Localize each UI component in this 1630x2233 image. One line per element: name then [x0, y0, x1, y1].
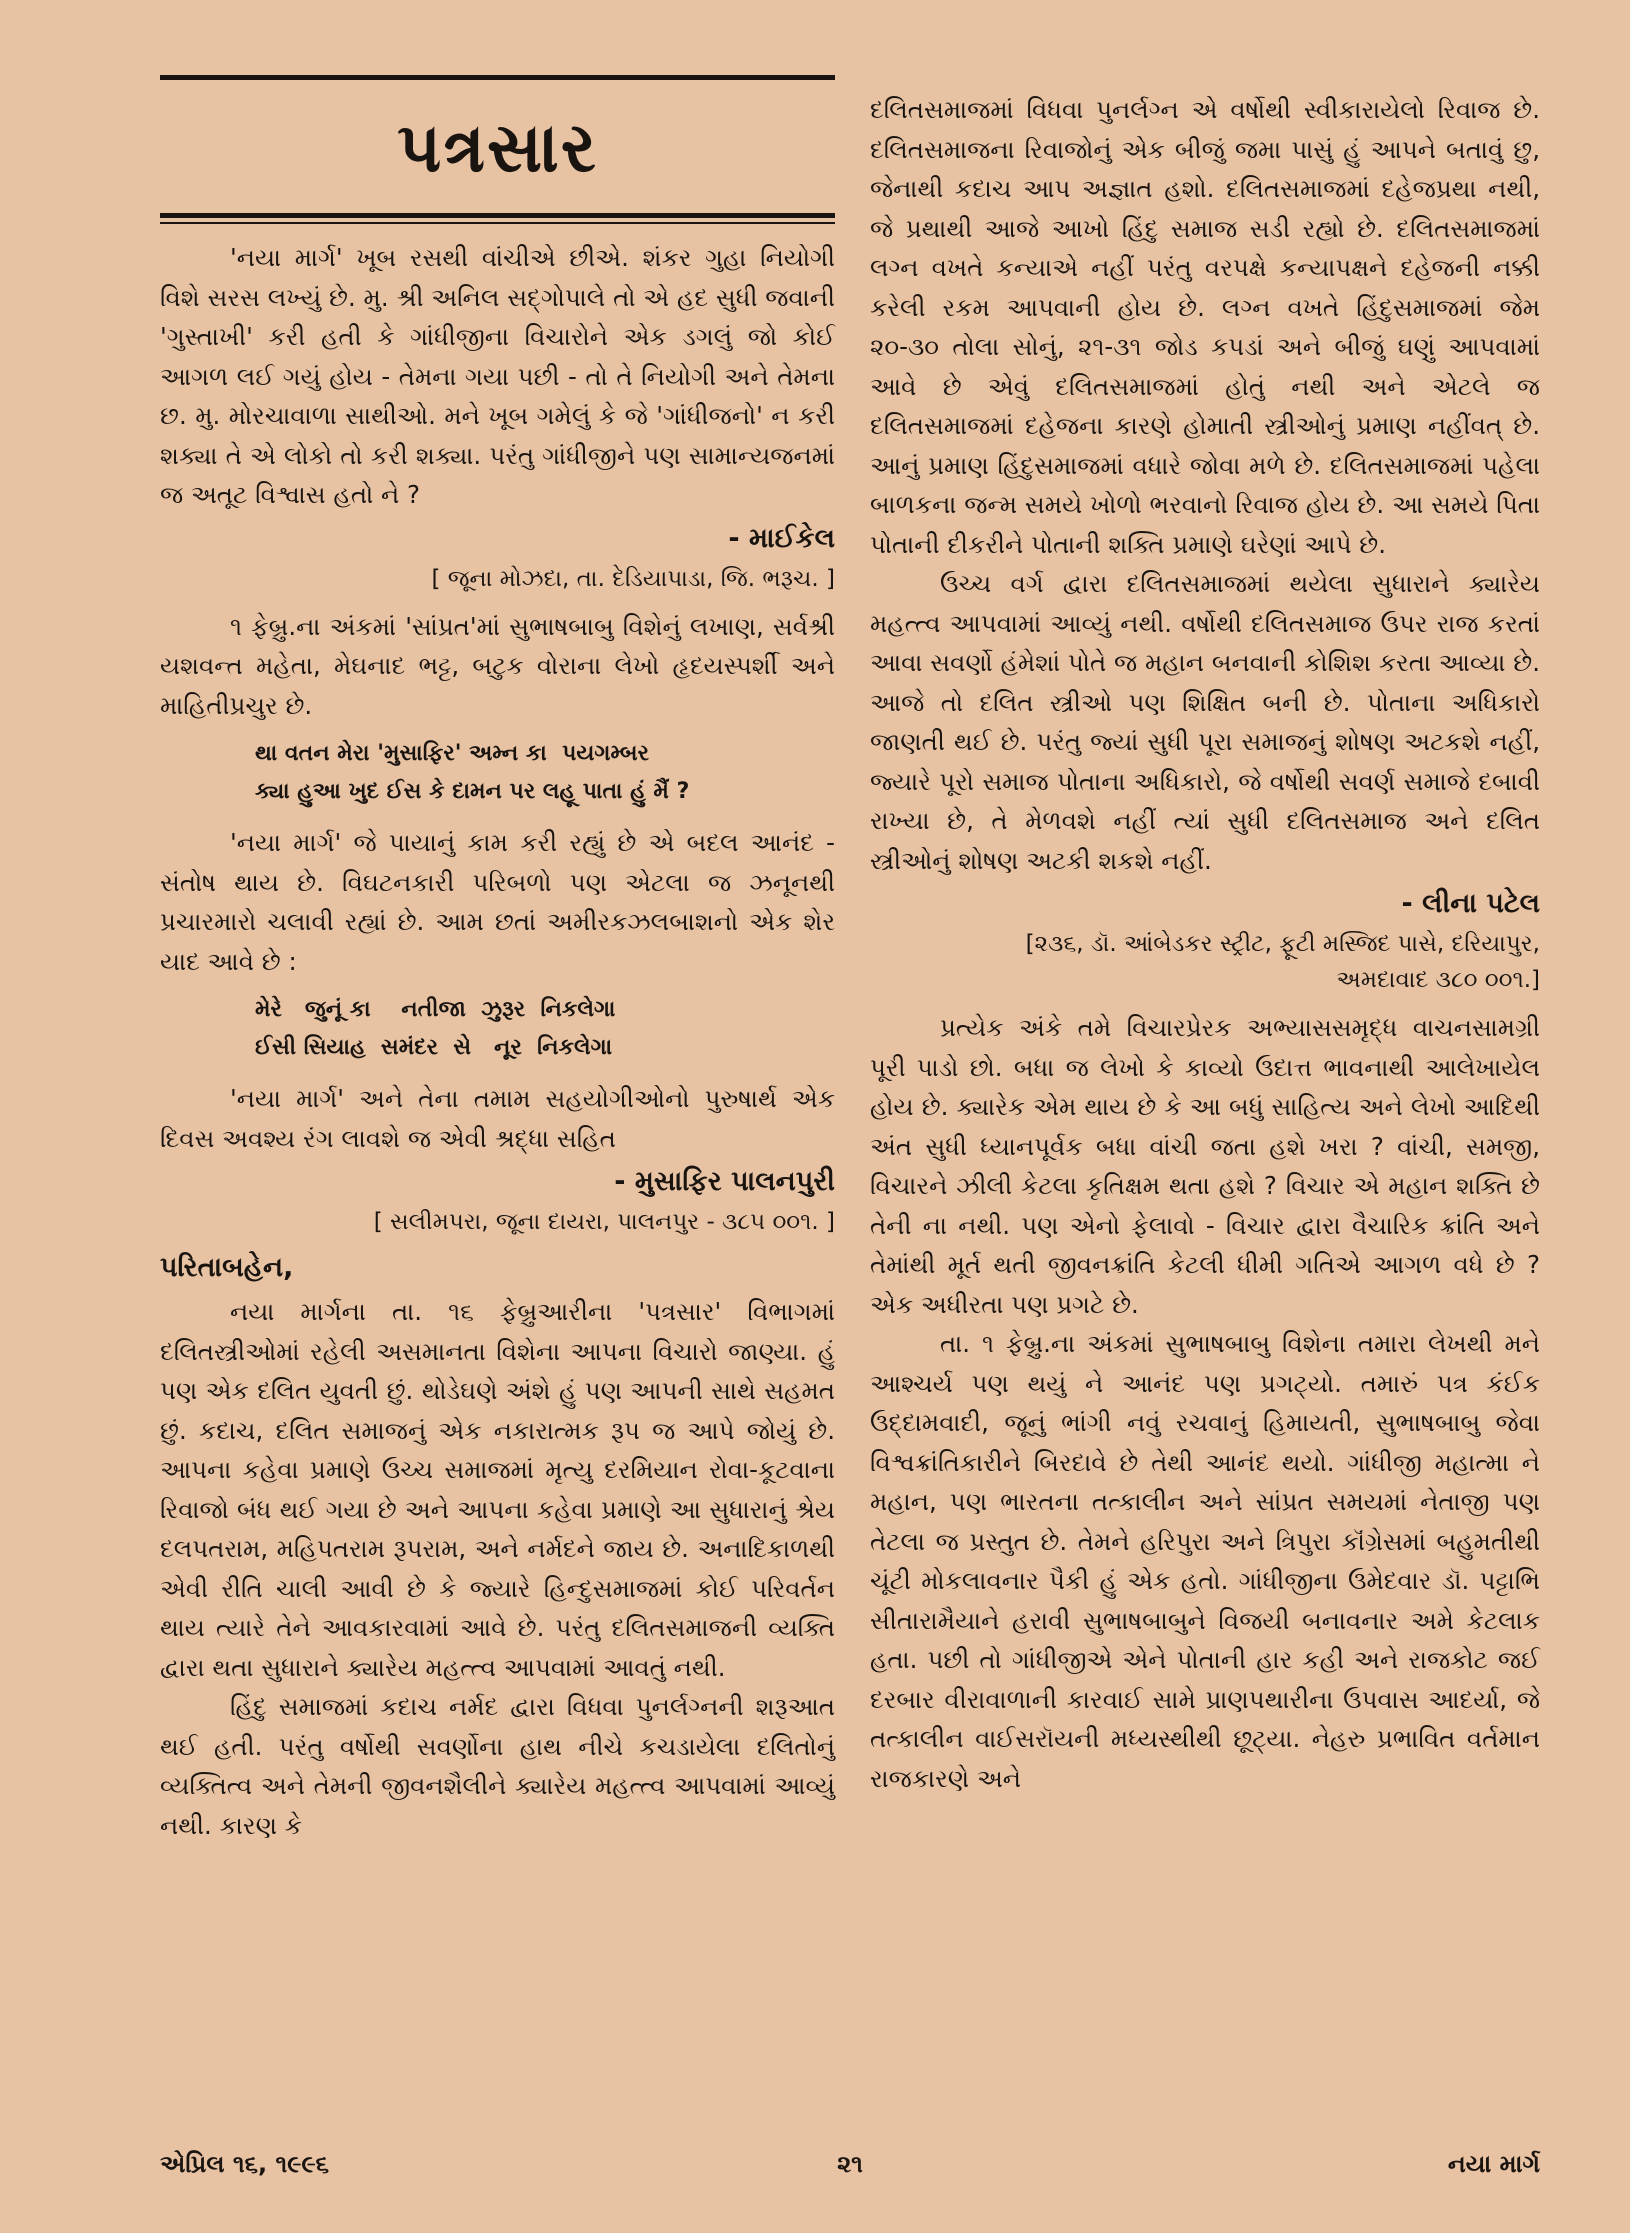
poem2-line1: મેરે જુનૂં કા નતીજા ઝુરૂર નિકલેગા	[255, 997, 616, 1022]
page-footer	[160, 2150, 1540, 2190]
letter3-address-line1: [૨૩૬, ડૉ. આંબેડકર સ્ટ્રીટ, ફૂટી મસ્જિદ પાસે, દરિયાપુર,	[1025, 931, 1540, 957]
letter4-para1: પ્રત્યેક અંકે તમે વિચારપ્રેરક અભ્યાસસમૃદ્ધ વાચનસામગ્રી પૂરી પાડો છો. બધા જ લેખો કે કાવ્યો ઉદાત્ત ભાવનાથી આલેખાયેલ હોય છે. ક્યારેક એમ થાય છે કે આ બધું સાહિત્ય અને લેખો આદિથી અંત સુધી ધ્યાનપૂર્વક બધા વાંચી જતા હશે ખરા ? વાંચી, સમજી, વિચારને ઝીલી કેટલા કૃતિક્ષમ થતા હશે ? વિચાર એ મહાન શક્તિ છે તેની ના નથી. પણ એનો ફેલાવો - વિચાર દ્વારા વૈચારિક ક્રાંતિ અને તેમાંથી મૂર્ત થતી જીવનક્રાંતિ કેટલી ધીમી ગતિએ આગળ વધે છે ? એક અધીરતા પણ પ્રગટે છે.	[870, 1013, 1540, 1319]
letter3-para4: ઉચ્ચ વર્ગ દ્વારા દલિતસમાજમાં થયેલા સુધારાને ક્યારેય મહત્ત્વ આપવામાં આવ્યું નથી. વર્ષોથી દલિતસમાજ ઉપર રાજ કરતાં આવા સવર્ણો હંમેશાં પોતે જ મહાન બનવાની કોશિશ કરતા આવ્યા છે. આજે તો દલિત સ્ત્રીઓ પણ શિક્ષિત બની છે. પોતાના અધિકારો જાણતી થઈ છે. પરંતુ જ્યાં સુધી પૂરા સમાજનું શોષણ અટકશે નહીં, જ્યારે પૂરો સમાજ પોતાના અધિકારો, જે વર્ષોથી સવર્ણ સમાજે દબાવી રાખ્યા છે, તે મેળવશે નહીં ત્યાં સુધી દલિતસમાજ અને દલિત સ્ત્રીઓનું શોષણ અટકી શકશે નહીં.	[870, 569, 1540, 875]
letter3-salutation: પરિતાબહેન,	[160, 1252, 294, 1283]
letter1-signature: - માઈકેલ	[728, 522, 835, 554]
footer-magazine-name: નયા માર્ગ	[1447, 2150, 1540, 2178]
footer-page-number: ૨૧	[837, 2150, 863, 2178]
letter3-address	[870, 926, 1540, 998]
letter2-poem2	[255, 991, 835, 1067]
letter1-body: 'નયા માર્ગ' ખૂબ રસથી વાંચીએ છીએ. શંકર ગુહા નિયોગી વિશે સરસ લખ્યું છે. મુ. શ્રી અનિલ સદ્ગોપાલે તો એ હદ સુધી જવાની 'ગુસ્તાખી' કરી હતી કે ગાંધીજીના વિચારોને એક ડગલું જો કોઈ આગળ લઈ ગયું હોય - તેમના ગયા પછી - તો તે નિયોગી અને તેમના છ. મુ. મોરચાવાળા સાથીઓ. મને ખૂબ ગમેલું કે જે 'ગાંધીજનો' ન કરી શક્યા તે એ લોકો તો કરી શક્યા. પરંતુ ગાંધીજીને પણ સામાન્યજનમાં જ અતૂટ વિશ્વાસ હતો ને ?	[160, 243, 835, 509]
letter2-address: [ સલીમપરા, જૂના દાયરા, પાલનપુર - ૩૮૫ ૦૦૧. ]	[373, 1209, 835, 1235]
left-column	[160, 75, 835, 1845]
letter3-signature: - લીના પટેલ	[1401, 888, 1540, 919]
right-column	[870, 90, 1540, 1798]
letter3-para1: નયા માર્ગના તા. ૧૬ ફેબ્રુઆરીના 'પત્રસાર' વિભાગમાં દલિતસ્ત્રીઓમાં રહેલી અસમાનતા વિશેના આપના વિચારો જાણ્યા. હું પણ એક દલિત યુવતી છું. થોડેઘણે અંશે હું પણ આપની સાથે સહમત છું. કદાચ, દલિત સમાજનું એક નકારાત્મક રૂપ જ આપે જોયું છે. આપના કહેવા પ્રમાણે ઉચ્ચ સમાજમાં મૃત્યુ દરમિયાન રોવા-કૂટવાના રિવાજો બંધ થઈ ગયા છે અને આપના કહેવા પ્રમાણે આ સુધારાનું શ્રેય દલપતરામ, મહિપતરામ રૂપરામ, અને નર્મદને જાય છે. અનાદિકાળથી એવી રીતિ ચાલી આવી છે કે જ્યારે હિન્દુસમાજમાં કોઈ પરિવર્તન થાય ત્યારે તેને આવકારવામાં આવે છે. પરંતુ દલિતસમાજની વ્યક્તિ દ્વારા થતા સુધારાને ક્યારેય મહત્ત્વ આપવામાં આવતું નથી.	[160, 1297, 835, 1682]
letter2-para3: 'નયા માર્ગ' અને તેના તમામ સહયોગીઓનો પુરુષાર્થ એક દિવસ અવશ્ય રંગ લાવશે જ એવી શ્રદ્ધા સહિત	[160, 1084, 835, 1153]
letter1-address: [ જૂના મોઝદા, તા. દેડિયાપાડા, જિ. ભરૂચ. ]	[431, 565, 835, 592]
poem1-line2: ક્યા હુઆ ખુદ ઈસ કે દામન પર લહૂ પાતા હું મૈં ?	[255, 779, 690, 804]
letter3-address-line2: અમદાવાદ ૩૮૦ ૦૦૧.]	[1336, 967, 1540, 993]
letter2-para1: ૧ ફેબ્રુ.ના અંકમાં 'સાંપ્રત'માં સુભાષબાબુ વિશેનું લખાણ, સર્વશ્રી યશવન્ત મહેતા, મેઘનાદ ભટ્ટ, બટુક વોરાના લેખો હૃદયસ્પર્શી અને માહિતીપ્રચુર છે.	[160, 611, 835, 720]
letter2-para2: 'નયા માર્ગ' જે પાયાનું કામ કરી રહ્યું છે એ બદલ આનંદ - સંતોષ થાય છે. વિઘટનકારી પરિબળો પણ એટલા જ ઝનૂનથી પ્રચારમારો ચલાવી રહ્યાં છે. આમ છતાં અમીરકઝલબાશનો એક શેર યાદ આવે છે :	[160, 828, 835, 976]
letter3-para3: દલિતસમાજમાં વિધવા પુનર્લગ્ન એ વર્ષોથી સ્વીકારાયેલો રિવાજ છે. દલિતસમાજના રિવાજોનું એક બીજું જમા પાસું હું આપને બતાવું છુ, જેનાથી કદાચ આપ અજ્ઞાત હશો. દલિતસમાજમાં દહેજપ્રથા નથી, જે પ્રથાથી આજે આખો હિંદુ સમાજ સડી રહ્યો છે. દલિતસમાજમાં લગ્ન વખતે કન્યાએ નહીં પરંતુ વરપક્ષે કન્યાપક્ષને દહેજની નક્કી કરેલી રકમ આપવાની હોય છે. લગ્ન વખતે હિંદુસમાજમાં જેમ ૨૦-૩૦ તોલા સોનું, ૨૧-૩૧ જોડ કપડાં અને બીજું ઘણું આપવામાં આવે છે એવું દલિતસમાજમાં હોતું નથી અને એટલે જ દલિતસમાજમાં દહેજના કારણે હોમાતી સ્ત્રીઓનું પ્રમાણ નહીંવત્ છે. આનું પ્રમાણ હિંદુસમાજમાં વધારે જોવા મળે છે. દલિતસમાજમાં પહેલા બાળકના જન્મ સમયે ખોળો ભરવાનો રિવાજ હોય છે. આ સમયે પિતા પોતાની દીકરીને પોતાની શક્તિ પ્રમાણે ઘરેણાં આપે છે.	[870, 95, 1540, 559]
letter4-para2: તા. ૧ ફેબ્રુ.ના અંકમાં સુભાષબાબુ વિશેના તમારા લેખથી મને આશ્ચર્ય પણ થયું ને આનંદ પણ પ્રગટ્યો. તમારું પત્ર કંઈક ઉદ્દામવાદી, જૂનું ભાંગી નવું રચવાનું હિમાયતી, સુભાષબાબુ જેવા વિશ્વક્રાંતિકારીને બિરદાવે છે તેથી આનંદ થયો. ગાંધીજી મહાત્મા ને મહાન, પણ ભારતના તત્કાલીન અને સાંપ્રત સમયમાં નેતાજી પણ તેટલા જ પ્રસ્તુત છે. તેમને હરિપુરા અને ત્રિપુરા કૉંગ્રેસમાં બહુમતીથી ચૂંટી મોકલાવનાર પૈકી હું એક હતો. ગાંધીજીના ઉમેદવાર ડૉ. પટ્ટાભિ સીતારામૈયાને હરાવી સુભાષબાબુને વિજયી બનાવનાર અમે કેટલાક હતા. પછી તો ગાંધીજીએ એને પોતાની હાર કહી અને રાજકોટ જઈ દરબાર વીરાવાળાની કારવાઈ સામે પ્રાણપથારીના ઉપવાસ આદર્યા, જે તત્કાલીન વાઈસરૉયની મધ્યસ્થીથી છૂટ્યા. નેહરુ પ્રભાવિત વર્તમાન રાજકારણે અને	[870, 1329, 1540, 1793]
section-title: પત્રસાર	[397, 109, 598, 188]
title-bottom-rule	[160, 213, 835, 218]
poem1-line1: થા વતન મેરા 'મુસાફિર' અમ્ન કા પયગમ્બર	[255, 741, 649, 766]
poem2-line2: ઈસી સિયાહ સમંદર સે નૂર નિકલેગા	[255, 1035, 613, 1060]
letter2-signature: - મુસાફિર પાલનપુરી	[614, 1166, 835, 1197]
footer-date: એપ્રિલ ૧૬, ૧૯૯૬	[160, 2150, 330, 2178]
letter2-poem1	[255, 735, 835, 811]
letter3-para2: હિંદુ સમાજમાં કદાચ નર્મદ દ્વારા વિધવા પુનર્લગ્નની શરૂઆત થઈ હતી. પરંતુ વર્ષોથી સવર્ણોના હાથ નીચે કચડાયેલા દલિતોનું વ્યક્તિત્વ અને તેમની જીવનશૈલીને ક્યારેય મહત્ત્વ આપવામાં આવ્યું નથી. કારણ કે	[160, 1692, 835, 1840]
